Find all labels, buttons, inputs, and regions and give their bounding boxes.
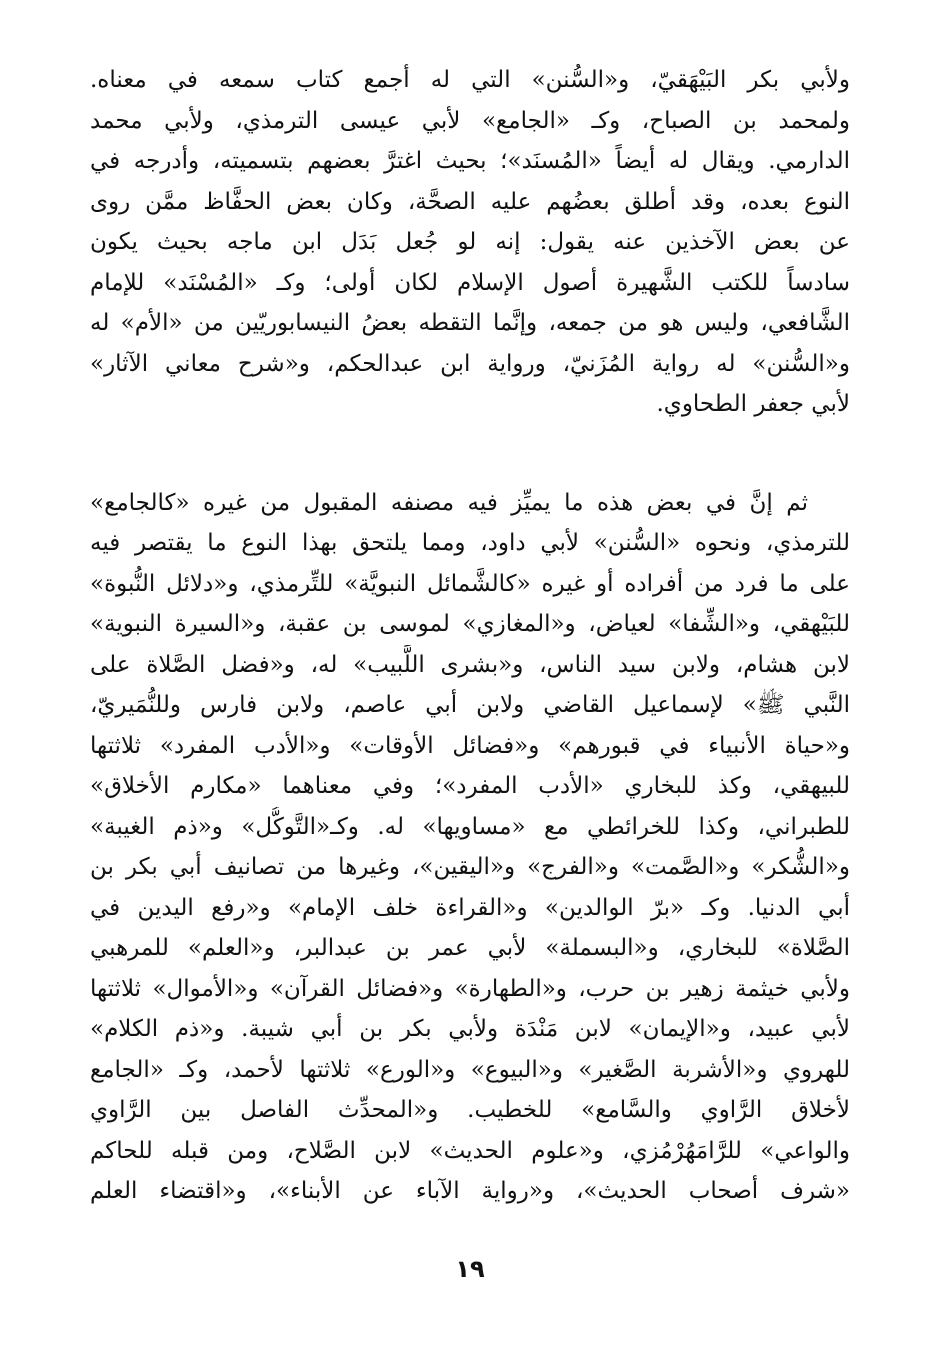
text-line: الشَّافعي، وليس هو من جمعه، وإنَّما التقطه بعضُ النيسابوريّين من «الأم» له [90, 310, 850, 336]
paragraph-2 [90, 483, 850, 1212]
text-line: سادساً للكتب الشَّهيرة أصول الإسلام لكان أولى؛ وكـ «المُسْنَد» للإمام [90, 269, 850, 296]
text-line: للبَيْهقي، و«الشِّفا» لعياض، و«المغازي» لموسى بن عقبة، و«السيرة النبوية» [90, 611, 850, 637]
text-line: و«السُّنن» له رواية المُزَنيّ، ورواية ابن عبدالحكم، و«شرح معاني الآثار» [90, 350, 850, 377]
text-line: و«حياة الأنبياء في قبورهم» و«فضائل الأوقات» و«الأدب المفرد» ثلاثتها [90, 732, 850, 759]
text-line: ثم إنَّ في بعض هذه ما يميِّز فيه مصنفه المقبول من غيره «كالجامع» [90, 489, 808, 516]
text-line: لأخلاق الرَّاوي والسَّامع» للخطيب. و«المحدِّث الفاصل بين الرَّاوي [90, 1097, 850, 1123]
text-line: الصَّلاة» للبخاري، و«البسملة» لأبي عمر بن عبدالبر، و«العلم» للمرهبي [90, 935, 850, 961]
text-line: ولأبي بكر البَيْهَقيّ، و«السُّنن» التي له أجمع كتاب سمعه في معناه. [90, 67, 850, 93]
text-line: النوع بعده، وقد أطلق بعضُهم عليه الصحَّة، وكان بعض الحفَّاظ ممَّن روى [90, 188, 850, 215]
text-line: لأبي عبيد، و«الإيمان» لابن مَنْدَة ولأبي بكر بن أبي شيبة. و«ذم الكلام» [90, 1016, 850, 1042]
text-line: «شرف أصحاب الحديث»، و«رواية الآباء عن الأبناء»، و«اقتضاء العلم [90, 1178, 850, 1204]
text-line: للهروي و«الأشربة الصَّغير» و«البيوع» و«الورع» ثلاثتها لأحمد، وكـ «الجامع [90, 1056, 850, 1083]
text-line: لابن هشام، ولابن سيد الناس، و«بشرى اللَّبيب» له، و«فضل الصَّلاة على [90, 651, 850, 678]
paragraph-1 [90, 60, 850, 425]
text-line: الدارمي. ويقال له أيضاً «المُسنَد»؛ بحيث اغترَّ بعضهم بتسميته، وأدرجه في [90, 148, 850, 174]
text-line: ولأبي خيثمة زهير بن حرب، و«الطهارة» و«فضائل القرآن» و«الأموال» ثلاثتها [90, 975, 850, 1002]
text-line: لأبي جعفر الطحاوي. [656, 391, 850, 417]
text-line: للبيهقي، وكذ للبخاري «الأدب المفرد»؛ وفي معناهما «مكارم الأخلاق» [90, 773, 850, 799]
text-line: و«الشُّكر» و«الصَّمت» و«الفرج» و«اليقين»، وغيرها من تصانيف أبي بكر بن [90, 854, 850, 880]
book-page [90, 60, 850, 1350]
text-line: عن بعض الآخذين عنه يقول: إنه لو جُعل بَدَل ابن ماجه بحيث يكون [90, 229, 850, 255]
text-line: النَّبي ﷺ» لإسماعيل القاضي ولابن أبي عاصم، ولابن فارس وللنُّمَيريّ، [90, 692, 850, 718]
text-line: أبي الدنيا. وكـ «برّ الوالدين» و«القراءة خلف الإمام» و«رفع اليدين في [90, 894, 850, 921]
text-line: ولمحمد بن الصباح، وكـ «الجامع» لأبي عيسى الترمذي، ولأبي محمد [90, 107, 850, 134]
text-line: للطبراني، وكذا للخرائطي مع «مساويها» له. وكـ«التَّوكُّل» و«ذم الغيبة» [90, 813, 850, 840]
text-line: والواعي» للرَّامَهُرْمُزي، و«علوم الحديث» لابن الصَّلاح، ومن قبله للحاكم [90, 1137, 850, 1164]
text-line: للترمذي، ونحوه «السُّنن» لأبي داود، ومما يلتحق بهذا النوع ما يقتصر فيه [90, 530, 850, 556]
page-number: ١٩ [455, 1255, 485, 1283]
text-line: على ما فرد من أفراده أو غيره «كالشَّمائل النبويَّة» للتِّرمذي، و«دلائل النُّبوة» [90, 570, 850, 597]
